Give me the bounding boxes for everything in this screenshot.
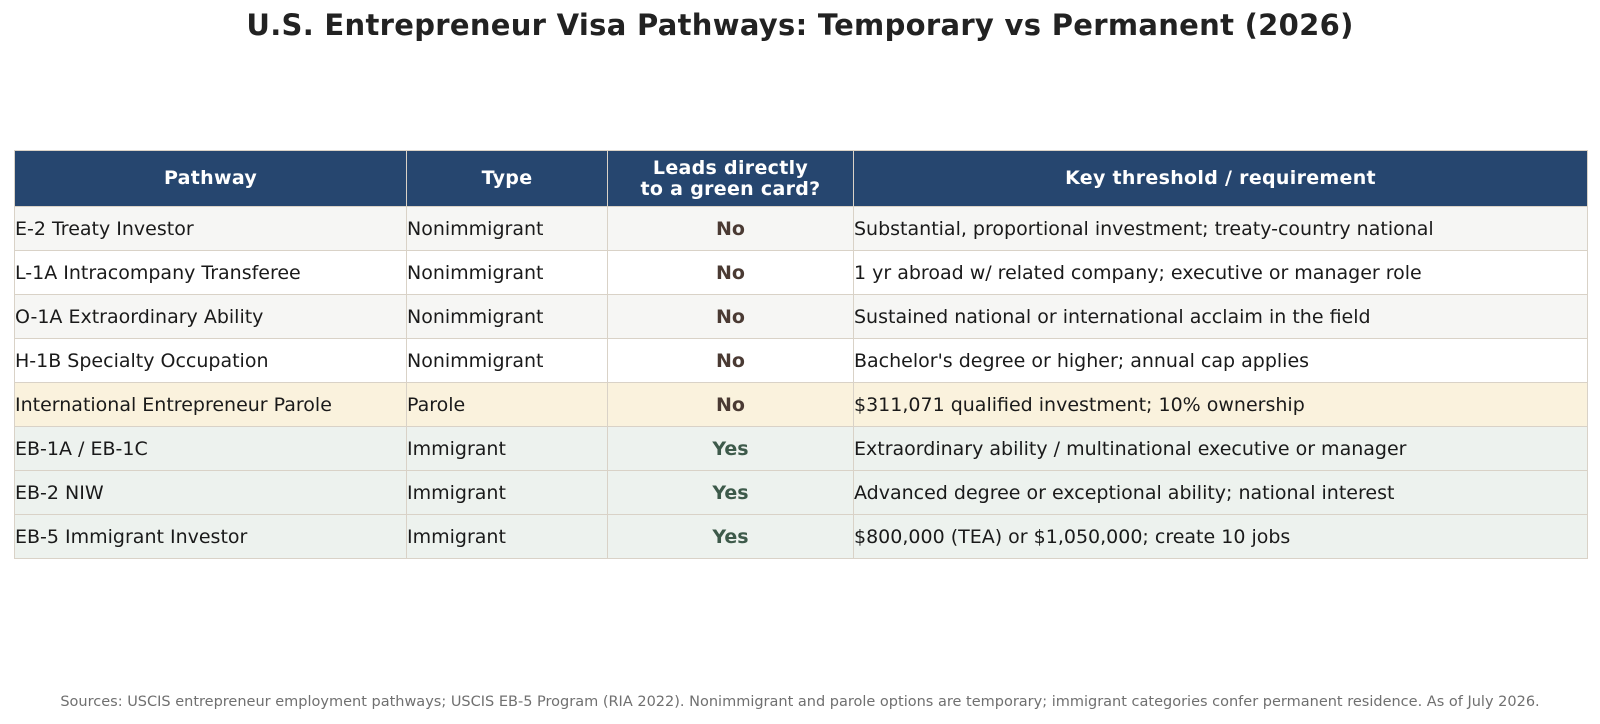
cell-type: Nonimmigrant	[407, 295, 608, 339]
cell-type: Immigrant	[407, 427, 608, 471]
cell-type: Nonimmigrant	[407, 339, 608, 383]
cell-green-card: No	[608, 383, 854, 427]
cell-type: Parole	[407, 383, 608, 427]
table-row	[15, 515, 1588, 559]
cell-requirement: 1 yr abroad w/ related company; executive or manager role	[854, 251, 1588, 295]
table-row	[15, 339, 1588, 383]
cell-pathway: L-1A Intracompany Transferee	[15, 251, 407, 295]
cell-type: Immigrant	[407, 471, 608, 515]
cell-type: Nonimmigrant	[407, 251, 608, 295]
cell-green-card: No	[608, 295, 854, 339]
cell-pathway: E-2 Treaty Investor	[15, 207, 407, 251]
cell-requirement: Sustained national or international acclaim in the field	[854, 295, 1588, 339]
cell-requirement: Advanced degree or exceptional ability; national interest	[854, 471, 1588, 515]
cell-pathway: EB-1A / EB-1C	[15, 427, 407, 471]
table-row	[15, 295, 1588, 339]
cell-requirement: Extraordinary ability / multinational executive or manager	[854, 427, 1588, 471]
header-requirement: Key threshold / requirement	[854, 151, 1588, 207]
cell-pathway: H-1B Specialty Occupation	[15, 339, 407, 383]
cell-green-card: No	[608, 207, 854, 251]
header-type: Type	[407, 151, 608, 207]
header-green-card-line1: Leads directly	[652, 156, 809, 179]
header-pathway: Pathway	[15, 151, 407, 207]
table-row	[15, 471, 1588, 515]
chart-title: U.S. Entrepreneur Visa Pathways: Temporary vs Permanent (2026)	[246, 8, 1354, 42]
sources-footnote: Sources: USCIS entrepreneur employment pathways; USCIS EB-5 Program (RIA 2022). Nonimmigrant and parole options are temporary; immigrant categories confer permanent residence. As of July 2026.	[60, 694, 1540, 710]
cell-green-card: Yes	[608, 515, 854, 559]
cell-type: Immigrant	[407, 515, 608, 559]
table-row	[15, 251, 1588, 295]
table-row	[15, 207, 1588, 251]
cell-type: Nonimmigrant	[407, 207, 608, 251]
table-row	[15, 383, 1588, 427]
cell-green-card: Yes	[608, 427, 854, 471]
header-green-card	[608, 151, 854, 207]
header-green-card-line2: to a green card?	[640, 177, 821, 200]
cell-requirement: $800,000 (TEA) or $1,050,000; create 10 jobs	[854, 515, 1588, 559]
table-header-row	[15, 151, 1588, 207]
cell-pathway: O-1A Extraordinary Ability	[15, 295, 407, 339]
cell-green-card: No	[608, 339, 854, 383]
cell-pathway: EB-5 Immigrant Investor	[15, 515, 407, 559]
cell-requirement: $311,071 qualified investment; 10% ownership	[854, 383, 1588, 427]
cell-requirement: Substantial, proportional investment; treaty-country national	[854, 207, 1588, 251]
pathways-table	[14, 150, 1588, 559]
table-row	[15, 427, 1588, 471]
cell-green-card: No	[608, 251, 854, 295]
cell-pathway: International Entrepreneur Parole	[15, 383, 407, 427]
cell-green-card: Yes	[608, 471, 854, 515]
cell-pathway: EB-2 NIW	[15, 471, 407, 515]
cell-requirement: Bachelor's degree or higher; annual cap applies	[854, 339, 1588, 383]
table-body	[15, 207, 1588, 559]
